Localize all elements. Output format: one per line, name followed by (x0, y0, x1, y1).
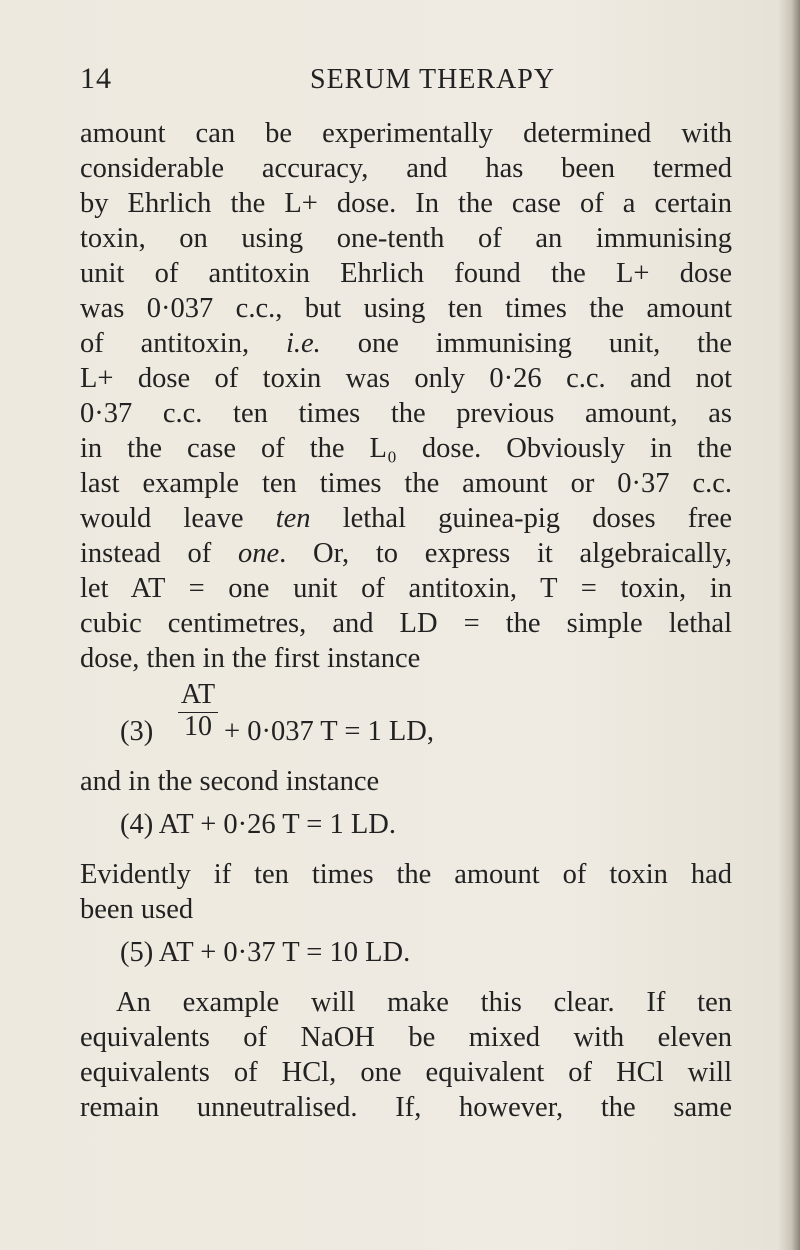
text-line: remain unneutralised. If, however, the same (80, 1092, 732, 1123)
text-run: would leave (80, 503, 276, 534)
fraction-denominator: 10 (184, 711, 212, 742)
text-line: was 0·037 c.c., but using ten times the amount (80, 293, 732, 324)
text-line: considerable accuracy, and has been termed (80, 153, 732, 184)
text-line: L+ dose of toxin was only 0·26 c.c. and not (80, 363, 732, 394)
fraction (176, 680, 220, 741)
text-line: unit of antitoxin Ehrlich found the L+ dose (80, 258, 732, 289)
text-run: of antitoxin, (80, 328, 286, 359)
text-line: been used (80, 894, 194, 925)
body-text (80, 116, 732, 1125)
page-header (80, 62, 720, 102)
text-line (80, 501, 732, 536)
running-title: SERUM THERAPY (310, 64, 556, 95)
text-run: lethal guinea-pig doses free (310, 503, 732, 534)
page-number: 14 (80, 62, 112, 95)
text-line (80, 326, 732, 361)
italic-text: i.e. (285, 328, 321, 359)
text-line: cubic centimetres, and LD = the simple lethal (80, 608, 732, 639)
equation-number: (3) (120, 716, 154, 747)
text-line: Evidently if ten times the amount of toxin had (80, 859, 732, 890)
equation-5: (5) AT + 0·37 T = 10 LD. (120, 937, 411, 968)
text-line: by Ehrlich the L+ dose. In the case of a certain (80, 188, 732, 219)
text-line: An example will make this clear. If ten (116, 987, 732, 1018)
text-line: let AT = one unit of antitoxin, T = toxin, in (80, 573, 732, 604)
fraction-numerator: AT (180, 679, 216, 710)
text-line: and in the second instance (80, 766, 380, 797)
text-line: equivalents of NaOH be mixed with eleven (80, 1022, 732, 1053)
text-run: one immunising unit, the (320, 328, 732, 359)
text-line: dose, then in the first instance (80, 643, 421, 674)
equation-4: (4) AT + 0·26 T = 1 LD. (120, 809, 396, 840)
text-line: last example ten times the amount or 0·37 c.c. (80, 468, 732, 499)
text-line: amount can be experimentally determined with (80, 118, 732, 149)
text-line: toxin, on using one-tenth of an immunising (80, 223, 732, 254)
text-run: instead of (80, 538, 238, 569)
text-line: 0·37 c.c. ten times the previous amount, as (80, 398, 732, 429)
text-line (80, 536, 732, 571)
text-run: . Or, to express it algebraically, (279, 538, 732, 569)
text-line: equivalents of HCl, one equivalent of HCl will (80, 1057, 732, 1088)
equation-3 (80, 676, 732, 764)
equation-rest: + 0·037 T = 1 LD, (224, 716, 435, 747)
text-line: in the case of the L₀ dose. Obviously in the (80, 433, 732, 464)
italic-text: one (237, 538, 280, 569)
italic-text: ten (275, 503, 311, 534)
page-edge-shadow (778, 0, 800, 1250)
